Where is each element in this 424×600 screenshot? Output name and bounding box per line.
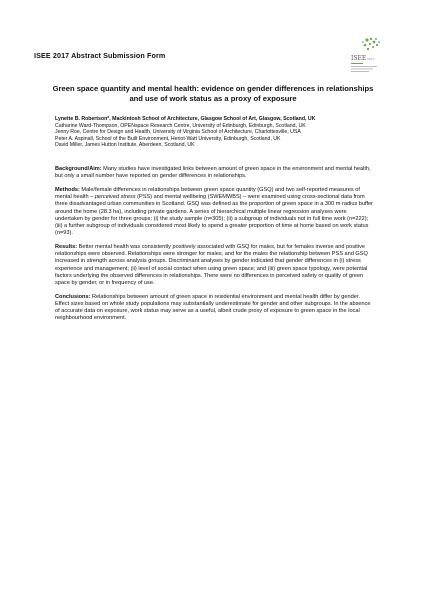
author-line-1: Lynette B. Robertson*, Mackintosh School of Architecture, Glasgow School of Art, Glasgow, Scotland, UK — [55, 116, 316, 122]
results-label: Results: — [55, 244, 78, 251]
author-line-4: Peter A. Aspinall, School of the Built Environment, Heriot-Watt University, Edinburgh, Scotland, UK — [55, 135, 281, 142]
author-line-3: Jenny Roe, Centre for Design and Health, University of Virginia School of Architecture, Charlottesville, USA — [55, 129, 301, 136]
conclusions-paragraph — [55, 294, 373, 323]
background-label: Background/Aim: — [55, 166, 102, 172]
background-paragraph — [55, 166, 373, 180]
conference-logo — [347, 34, 389, 76]
author-line-2: Catharine Ward-Thompson, OPENspace Research Centre, University of Edinburgh, Edinburgh, Scotland, UK — [55, 122, 306, 129]
results-text: Better mental health was consistently positively associated with GSQ for males, but for females inverse and positive relationships were observed. Relationships were stronger for males, and for the males the relationship between PSS and GSQ increased in strength across analysis groups. Discriminant analyses by gender indicated that gender differences in (i) stress experience and management; (ii) level of social contact when using green space; and (iii) green space typology, were potential factors underlying the observed differences in relationships. There were no differences in perceived safety or quality of green space by gender, or in frequency of use. — [55, 244, 368, 287]
svg-text:2017: 2017 — [367, 57, 375, 61]
logo-graphic — [347, 34, 389, 76]
abstract-title — [30, 84, 396, 104]
author-list — [55, 116, 375, 149]
methods-text-2: (PSS) and mental wellbeing (SWEMWBS) – were examined using cross-sectional data from three disadvantaged urban communities in Scotland. GSQ was defined as the proportion of green space in a 300 m radius buffer around the home (28.3 ha), including private gardens. A series of hierarchical multiple linear regression analyses were undertaken by gender for three groups: (i) the study sample (n=305); (ii) a subgroup of individuals not in full time work (n=222); (iii) a further subgroup of individuals considered most likely to spend a greater proportion of time at home based on work status (n=93). — [55, 194, 373, 237]
conclusions-label: Conclusions: — [55, 293, 91, 300]
methods-paragraph — [55, 187, 373, 237]
form-header-title: ISEE 2017 Abstract Submission Form — [34, 51, 166, 60]
author-line-5: David Miller, James Hutton Institute, Aberdeen, Scotland, UK — [55, 142, 195, 149]
background-text: Many studies have investigated links between amount of green space in the environment and mental health, but only a small number have reported on gender differences in relationships. — [55, 166, 371, 180]
methods-label: Methods: — [55, 187, 80, 193]
methods-text-1: Male/female differences in relationships between green space quantity (GSQ) and two self-reported measures of mental health – — [55, 187, 360, 201]
abstract-body — [55, 166, 373, 329]
conclusions-text: Relationships between amount of green space in residential environment and mental health differ by gender. Effect sizes based on whole study populations may substantially underestimate for gender and other subgroups. In the absence of accurate data on exposure, work status may serve as a useful, albeit crude proxy of exposure to green space in the local neighbourhood environment. — [55, 293, 371, 322]
methods-italic-term: perceived stress — [94, 194, 136, 201]
title-line-2: and use of work status as a proxy of exposure — [129, 94, 297, 104]
svg-text:ISEE: ISEE — [351, 55, 367, 62]
results-paragraph — [55, 244, 373, 287]
title-line-1: Green space quantity and mental health: evidence on gender differences in relationships — [52, 84, 374, 93]
